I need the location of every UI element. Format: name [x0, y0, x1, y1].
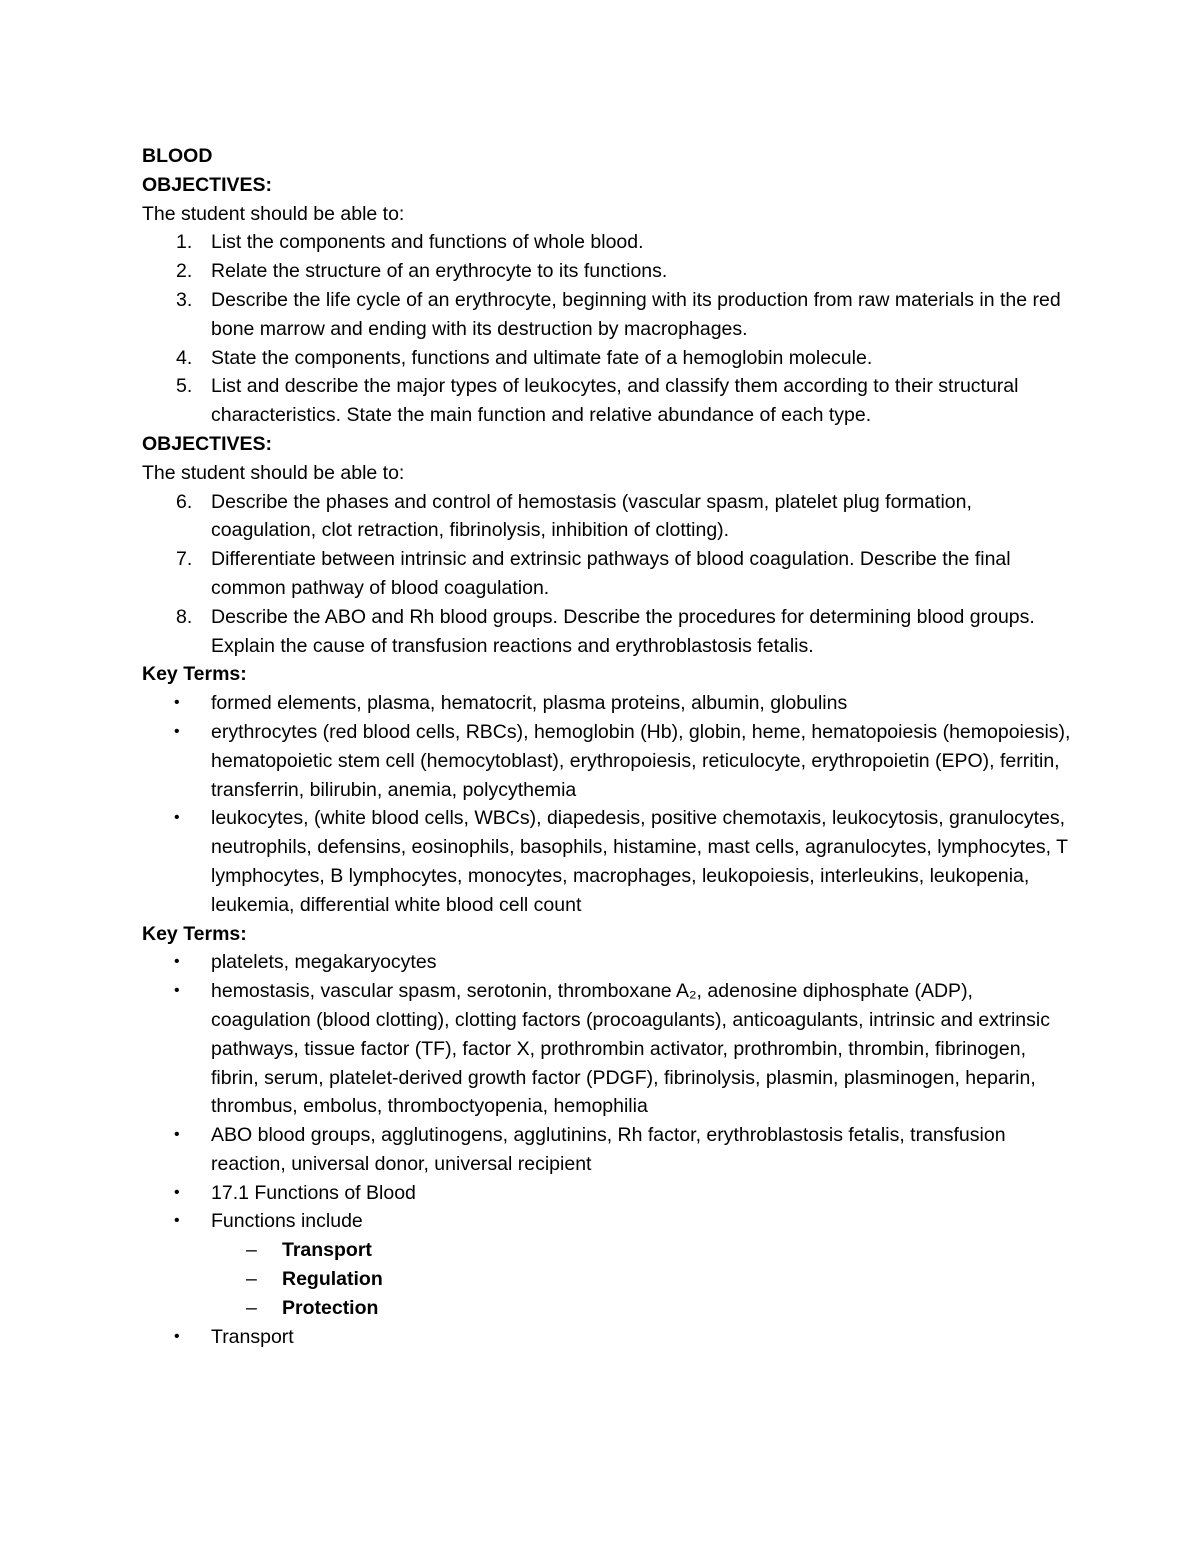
objective-number: 2.	[176, 260, 193, 283]
objective-item	[142, 344, 1072, 373]
objectives-list-1	[142, 228, 1072, 430]
function-sub-text: Regulation	[282, 1268, 383, 1291]
section-heading-text: 17.1 Functions of Blood	[211, 1181, 416, 1204]
bullet-icon: •	[174, 1212, 180, 1230]
objectives-heading-1: OBJECTIVES:	[142, 173, 273, 196]
key-terms-list-2	[142, 948, 1072, 1178]
objective-item	[142, 603, 1072, 661]
key-term-item	[142, 1121, 1072, 1179]
objectives-intro-1: The student should be able to:	[142, 202, 405, 225]
key-term-text: formed elements, plasma, hematocrit, plasma proteins, albumin, globulins	[211, 692, 848, 715]
objectives-intro-2: The student should be able to:	[142, 461, 405, 484]
key-terms-heading-2: Key Terms:	[142, 922, 247, 945]
objectives-list-2	[142, 488, 1072, 661]
bullet-icon: •	[174, 982, 180, 1000]
key-term-text: hemostasis, vascular spasm, serotonin, thromboxane A₂, adenosine diphosphate (ADP), coagulation (blood clotting), clotting factors (procoagulants), anticoagulants, intrinsic and extrinsic pathways, tissue factor (TF), factor X, prothrombin activator, prothrombin, thrombin, fibrinogen, fibrin, serum, platelet-derived growth factor (PDGF), fibrinolysis, plasmin, plasminogen, heparin, thrombus, embolus, thromboctyopenia, hemophilia	[211, 980, 1050, 1118]
objective-number: 4.	[176, 346, 193, 369]
objective-number: 6.	[176, 490, 193, 513]
document-page	[142, 142, 1072, 1351]
objective-number: 1.	[176, 231, 193, 254]
key-term-item	[142, 804, 1072, 919]
dash-icon: –	[246, 1239, 257, 1262]
transport-item	[142, 1323, 1072, 1352]
bullet-icon: •	[174, 1126, 180, 1144]
functions-text: Functions include	[211, 1210, 363, 1233]
function-sub-text: Transport	[282, 1239, 372, 1262]
objective-text: List the components and functions of whole blood.	[211, 231, 644, 254]
objective-item	[142, 488, 1072, 546]
section-functions-list	[142, 1179, 1072, 1352]
bullet-icon: •	[174, 694, 180, 712]
key-term-item	[142, 977, 1072, 1121]
functions-sub-list	[211, 1236, 1072, 1322]
bullet-icon: •	[174, 1183, 180, 1201]
objectives-heading-2: OBJECTIVES:	[142, 432, 273, 455]
dash-icon: –	[246, 1296, 257, 1319]
functions-item	[142, 1207, 1072, 1322]
function-sub-item	[211, 1265, 1072, 1294]
key-term-item	[142, 948, 1072, 977]
objective-text: State the components, functions and ultimate fate of a hemoglobin molecule.	[211, 346, 873, 369]
objective-text: List and describe the major types of leukocytes, and classify them according to their structural characteristics. State the main function and relative abundance of each type.	[211, 375, 1019, 427]
key-term-text: ABO blood groups, agglutinogens, agglutinins, Rh factor, erythroblastosis fetalis, transfusion reaction, universal donor, universal recipient	[211, 1124, 1006, 1175]
key-terms-heading-1: Key Terms:	[142, 663, 247, 686]
function-sub-item	[211, 1294, 1072, 1323]
dash-icon: –	[246, 1268, 257, 1291]
objective-item	[142, 228, 1072, 257]
function-sub-item	[211, 1236, 1072, 1265]
bullet-icon: •	[174, 809, 180, 827]
document-title: BLOOD	[142, 145, 213, 167]
key-terms-list-1	[142, 689, 1072, 919]
objective-item	[142, 286, 1072, 344]
objective-item	[142, 545, 1072, 603]
key-term-text: platelets, megakaryocytes	[211, 951, 437, 974]
objective-text: Describe the life cycle of an erythrocyte, beginning with its production from raw materials in the red bone marrow and ending with its destruction by macrophages.	[211, 288, 1061, 340]
key-term-text: erythrocytes (red blood cells, RBCs), hemoglobin (Hb), globin, heme, hematopoiesis (hemopoiesis), hematopoietic stem cell (hemocytoblast), erythropoiesis, reticulocyte, erythropoietin (EPO), ferritin, transferrin, bilirubin, anemia, polycythemia	[211, 720, 1071, 801]
objective-text: Describe the ABO and Rh blood groups. Describe the procedures for determining blood groups. Explain the cause of transfusion reactions and erythroblastosis fetalis.	[211, 605, 1035, 657]
objective-text: Differentiate between intrinsic and extrinsic pathways of blood coagulation. Describe the final common pathway of blood coagulation.	[211, 548, 1011, 599]
objective-number: 3.	[176, 288, 193, 311]
objective-number: 8.	[176, 605, 193, 628]
objective-item	[142, 257, 1072, 286]
objective-number: 7.	[176, 548, 193, 571]
bullet-icon: •	[174, 722, 180, 740]
objective-item	[142, 372, 1072, 430]
objective-number: 5.	[176, 375, 193, 398]
bullet-icon: •	[174, 953, 180, 971]
bullet-icon: •	[174, 1327, 180, 1345]
key-term-item	[142, 689, 1072, 718]
objective-text: Relate the structure of an erythrocyte to its functions.	[211, 260, 668, 283]
key-term-item	[142, 718, 1072, 804]
function-sub-text: Protection	[282, 1296, 379, 1319]
objective-text: Describe the phases and control of hemostasis (vascular spasm, platelet plug formation, coagulation, clot retraction, fibrinolysis, inhibition of clotting).	[211, 490, 972, 542]
section-heading-item	[142, 1179, 1072, 1208]
transport-text: Transport	[211, 1325, 294, 1348]
key-term-text: leukocytes, (white blood cells, WBCs), diapedesis, positive chemotaxis, leukocytosis, granulocytes, neutrophils, defensins, eosinophils, basophils, histamine, mast cells, agranulocytes, lymphocytes, T lymphocytes, B lymphocytes, monocytes, macrophages, leukopoiesis, interleukins, leukopenia, leukemia, differential white blood cell count	[211, 807, 1068, 916]
